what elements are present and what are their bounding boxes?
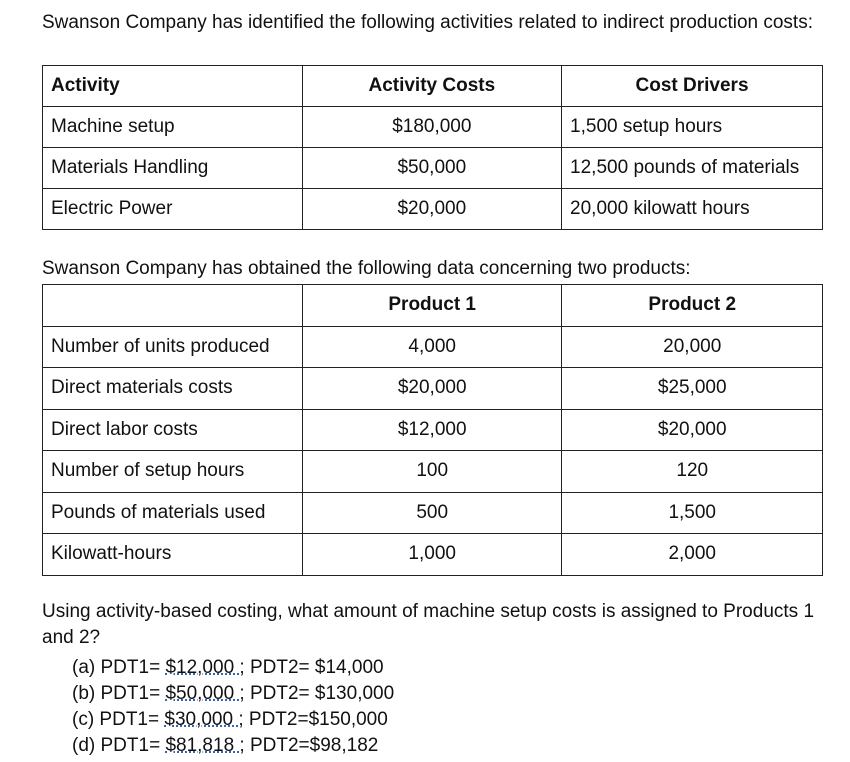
cost-driver: 20,000 kilowatt hours [562, 189, 823, 230]
activity-name: Materials Handling [43, 148, 303, 189]
products-table [42, 284, 823, 576]
table-row [43, 534, 823, 576]
header-cost-drivers: Cost Drivers [562, 66, 823, 107]
header-activity-costs: Activity Costs [302, 66, 561, 107]
product-2-value: 2,000 [562, 534, 823, 576]
table-row [43, 409, 823, 451]
table-row [43, 326, 823, 368]
header-blank [43, 285, 303, 327]
header-product-1: Product 1 [302, 285, 562, 327]
option-prefix: (d) PDT1= [72, 735, 166, 756]
cost-driver: 1,500 setup hours [562, 107, 823, 148]
table-header-row [43, 285, 823, 327]
cost-driver: 12,500 pounds of materials [562, 148, 823, 189]
product-1-value: $20,000 [302, 368, 562, 410]
answer-options [72, 655, 394, 759]
product-2-value: 20,000 [562, 326, 823, 368]
product-2-value: $20,000 [562, 409, 823, 451]
option-pdt2-text: PDT2=$150,000 [243, 709, 388, 730]
option-b [72, 681, 394, 707]
table-row [43, 492, 823, 534]
option-pdt2-text: PDT2= $14,000 [244, 657, 384, 678]
activity-cost: $50,000 [302, 148, 561, 189]
option-c [72, 707, 394, 733]
header-activity: Activity [43, 66, 303, 107]
activity-name: Electric Power [43, 189, 303, 230]
table-row [43, 148, 823, 189]
metric-label: Direct labor costs [43, 409, 303, 451]
option-pdt1-value: $30,000 ; [164, 709, 244, 730]
product-1-value: 4,000 [302, 326, 562, 368]
table-header-row [43, 66, 823, 107]
option-pdt1-value: $50,000 ; [165, 683, 245, 704]
option-prefix: (b) PDT1= [72, 683, 166, 704]
product-2-value: 1,500 [562, 492, 823, 534]
activity-name: Machine setup [43, 107, 303, 148]
activity-cost: $20,000 [302, 189, 561, 230]
metric-label: Number of units produced [43, 326, 303, 368]
table-row [43, 107, 823, 148]
metric-label: Direct materials costs [43, 368, 303, 410]
metric-label: Number of setup hours [43, 451, 303, 493]
option-pdt2-text: PDT2= $130,000 [244, 683, 395, 704]
product-1-value: 1,000 [302, 534, 562, 576]
table-row [43, 451, 823, 493]
option-a [72, 655, 394, 681]
product-1-value: 500 [302, 492, 562, 534]
question-text: Using activity-based costing, what amount of machine setup costs is assigned to Products 1 and 2? [42, 601, 815, 648]
product-2-value: 120 [562, 451, 823, 493]
intro-paragraph-products: Swanson Company has obtained the following data concerning two products: [42, 258, 691, 279]
product-1-value: $12,000 [302, 409, 562, 451]
table-row [43, 368, 823, 410]
table-row [43, 189, 823, 230]
metric-label: Pounds of materials used [43, 492, 303, 534]
metric-label: Kilowatt-hours [43, 534, 303, 576]
activities-table [42, 65, 823, 230]
header-product-2: Product 2 [562, 285, 823, 327]
option-pdt2-text: PDT2=$98,182 [244, 735, 379, 756]
intro-paragraph-activities: Swanson Company has identified the following activities related to indirect production costs: [42, 12, 813, 33]
option-pdt1-value: $81,818 ; [165, 735, 245, 756]
option-prefix: (c) PDT1= [72, 709, 165, 730]
activity-cost: $180,000 [302, 107, 561, 148]
product-1-value: 100 [302, 451, 562, 493]
product-2-value: $25,000 [562, 368, 823, 410]
option-prefix: (a) PDT1= [72, 657, 166, 678]
option-d [72, 733, 394, 759]
option-pdt1-value: $12,000 ; [165, 657, 245, 678]
